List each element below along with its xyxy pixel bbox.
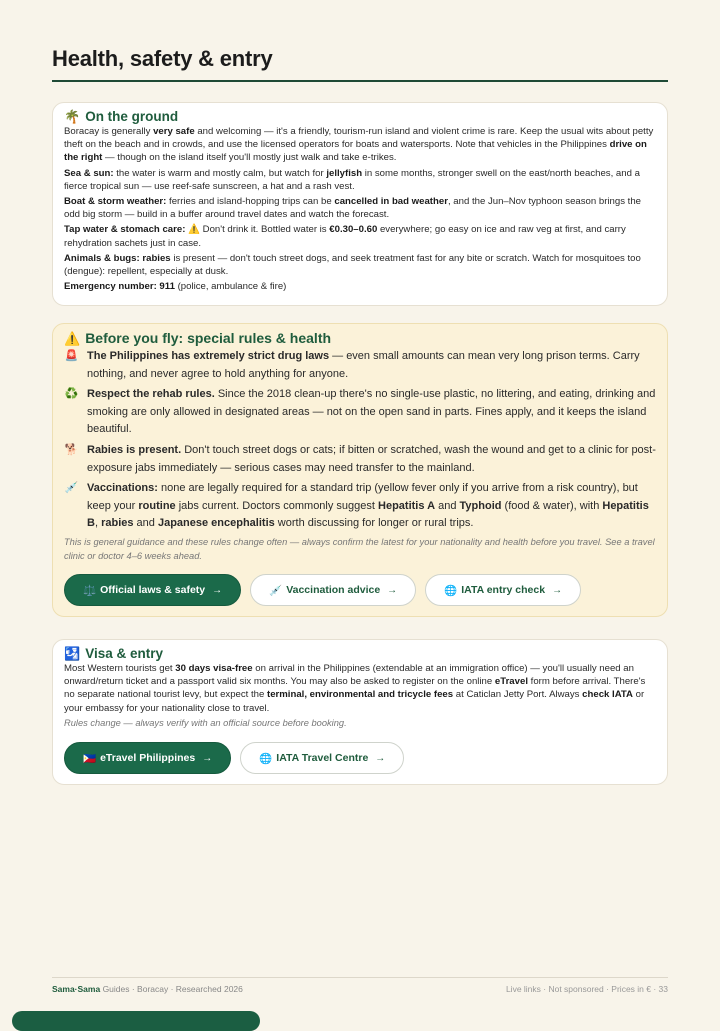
bottom-bar	[12, 1011, 260, 1031]
dog-icon: 🐕	[64, 443, 79, 456]
warning-icon: ⚠️	[64, 330, 81, 346]
scales-icon: ⚖️	[83, 584, 97, 597]
siren-icon: 🚨	[64, 350, 79, 362]
arrow-right-icon: →	[212, 584, 223, 596]
travel-guidance-note: This is general guidance and these rules change often — always confirm the latest for your nationality and health before you travel. See a travel clinic or doctor 4–6 weeks ahead.	[64, 536, 655, 561]
footer-credit: Sama·Sama Guides · Boracay · Researched 2026	[52, 984, 243, 994]
sea-sun-paragraph: Sea & sun: the water is warm and mostly calm, but watch for jellyfish in some months, stronger swell on the east/north beaches, and a fierce tropical sun — use reef-safe sunscreen, a hat and a rash vest.	[64, 167, 640, 192]
etravel-philippines-button[interactable]: 🇵🇭 eTravel Philippines →	[64, 742, 231, 774]
page-title: Health, safety & entry	[52, 46, 273, 71]
on-the-ground-heading: On the ground	[85, 109, 179, 124]
on-the-ground-card	[52, 102, 668, 306]
visa-entry-card	[52, 639, 668, 785]
passport-control-icon: 🛂	[64, 646, 81, 661]
safety-paragraph: Boracay is generally very safe and welcoming — it's a friendly, tourism-run island and violent crime is rare. Keep the usual wits about petty theft on the beach and in crowds, and use the licensed operators for boats and watersports. Note that vehicles in the Philippines drive on the right — though on the island itself you'll mostly just walk and take e-trikes.	[64, 126, 654, 164]
on-the-ground-title	[64, 109, 656, 124]
boat-weather-paragraph: Boat & storm weather: ferries and island-hopping trips can be cancelled in bad weather, and the Jun–Nov typhoon season brings the odd big storm — build in a buffer around travel dates and watch the forecast.	[64, 196, 642, 221]
recycle-icon: ♻️	[64, 388, 79, 401]
visa-entry-title	[64, 646, 656, 661]
rule-item-rabies: 🐕 Rabies is present. Don't touch street dogs or cats; if bitten or scratched, wash the wound and get to a clinic for post-exposure jabs immediately — serious cases may need transfer to the mainland.	[64, 442, 656, 477]
brand-name: Sama·Sama	[52, 984, 101, 994]
syringe-icon: 💉	[64, 482, 79, 495]
globe-icon: 🌐	[444, 584, 458, 597]
before-you-fly-links	[64, 574, 656, 606]
arrow-right-icon: →	[202, 752, 213, 764]
iata-entry-check-button[interactable]: 🌐 IATA entry check →	[425, 574, 581, 606]
rule-item-vaccinations: 💉 Vaccinations: none are legally required for a standard trip (yellow fever only if you arrive from a risk country), but keep your routine jabs current. Doctors commonly suggest Hepatitis A and Typhoid (food & water), with Hepatitis B, rabies and Japanese encephalitis worth discussing for longer or rural trips.	[64, 480, 656, 533]
page-footer	[52, 977, 668, 994]
arrow-right-icon: →	[552, 584, 563, 596]
visa-paragraph: Most Western tourists get 30 days visa-free on arrival in the Philippines (extendable at an immigration office) — you'll usually need an onward/return ticket and a passport valid six months. You may also be asked to register on the online eTravel form before arrival. There's no separate national tourist levy, but expect the terminal, environmental and tricycle fees at Caticlan Jetty Port. Always check IATA or your embassy for your nationality close to travel.	[64, 663, 646, 714]
animals-bugs-paragraph: Animals & bugs: rabies is present — don't touch street dogs, and seek treatment fast for any bite or scratch. Watch for mosquitoes too (dengue): repellent, especially at dusk.	[64, 252, 641, 278]
tap-water-paragraph: Tap water & stomach care: ⚠️ Don't drink it. Bottled water is €0.30–0.60 everywhere; go easy on ice and raw veg at first, and carry rehydration sachets just in case.	[64, 224, 626, 249]
footer-meta: Live links · Not sponsored · Prices in € · 33	[505, 984, 668, 994]
rule-item-drug-laws: 🚨 The Philippines has extremely strict drug laws — even small amounts can mean very long prison terms. Carry nothing, and never agree to hold anything for anyone.	[64, 348, 656, 383]
arrow-right-icon: →	[387, 584, 398, 596]
title-divider	[52, 80, 668, 82]
before-you-fly-heading: Before you fly: special rules & health	[85, 330, 332, 346]
before-you-fly-card	[52, 323, 668, 617]
vaccination-advice-button[interactable]: 💉 Vaccination advice →	[250, 574, 416, 606]
visa-note: Rules change — always verify with an official source before booking.	[64, 717, 347, 728]
syringe-icon: 💉	[269, 584, 283, 597]
rule-item-rehab-rules: ♻️ Respect the rehab rules. Since the 2018 clean-up there's no single-use plastic, no littering, and eating, drinking and smoking are only allowed in designated areas — not on the open sand in parts. Fines apply, and it keeps the island beautiful.	[64, 386, 656, 439]
emergency-number-paragraph: Emergency number: 911 (police, ambulance & fire)	[64, 281, 287, 293]
globe-icon: 🌐	[259, 752, 273, 765]
arrow-right-icon: →	[375, 752, 386, 764]
iata-travel-centre-button[interactable]: 🌐 IATA Travel Centre →	[240, 742, 404, 774]
before-you-fly-title	[64, 330, 656, 346]
visa-entry-heading: Visa & entry	[85, 646, 163, 661]
palm-tree-icon: 🌴	[64, 109, 81, 124]
official-laws-button[interactable]: ⚖️ Official laws & safety →	[64, 574, 241, 606]
visa-links	[64, 742, 656, 774]
philippines-flag-icon: 🇵🇭	[83, 752, 97, 765]
